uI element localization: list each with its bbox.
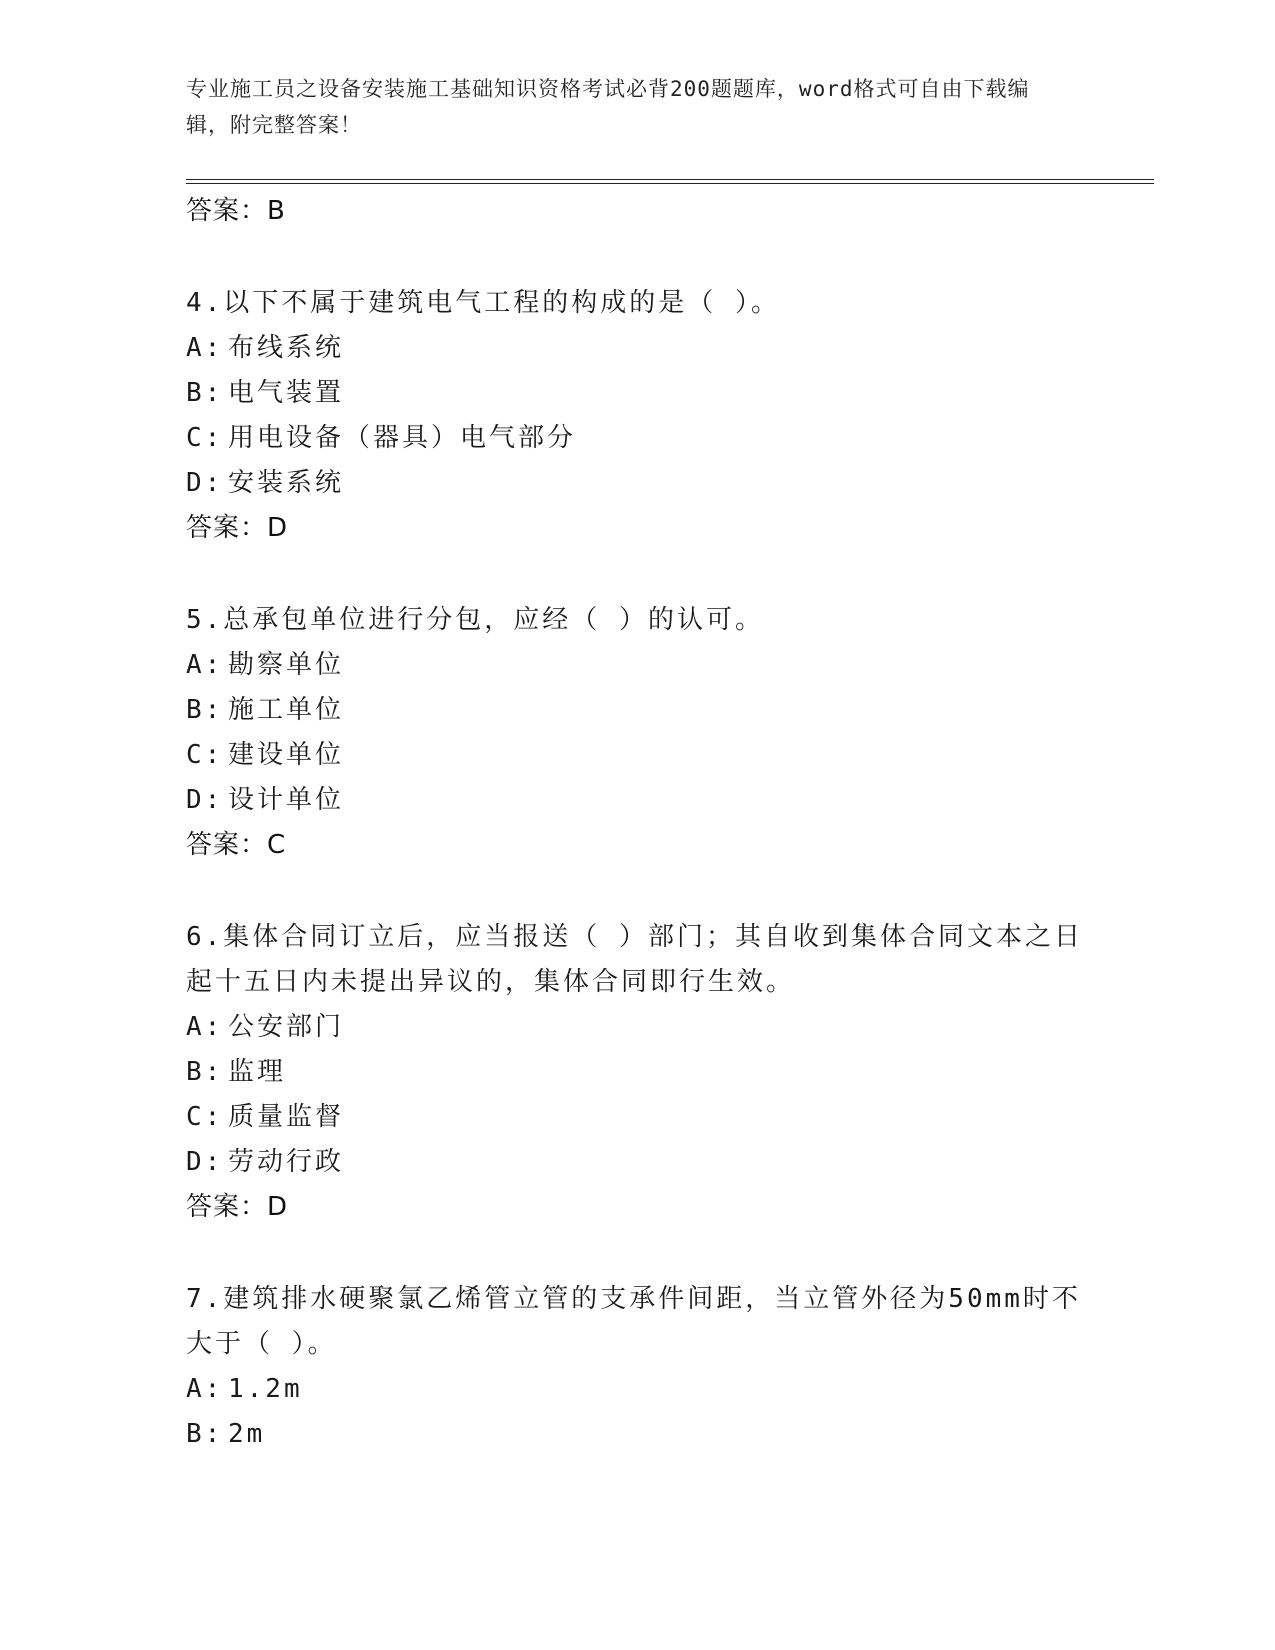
question-block	[186, 1277, 1086, 1457]
option-b	[186, 1412, 1086, 1457]
question-list	[186, 189, 1086, 1457]
option-letter: D:	[186, 468, 224, 498]
option-d	[186, 461, 1086, 506]
option-text: 安装系统	[228, 468, 345, 498]
option-c	[186, 733, 1086, 778]
option-c	[186, 416, 1086, 461]
option-letter: B:	[186, 378, 224, 408]
option-letter: C:	[186, 1102, 224, 1132]
spacer	[186, 1229, 1086, 1277]
option-text: 监理	[228, 1057, 287, 1087]
option-text: 电气装置	[228, 378, 345, 408]
answer-line: 答案：D	[186, 513, 289, 543]
question-block	[186, 915, 1086, 1229]
question-text: 6.集体合同订立后，应当报送（ ）部门；其自收到集体合同文本之日起十五日内未提出异议的，集体合同即行生效。	[186, 922, 1083, 997]
option-text: 用电设备（器具）电气部分	[228, 423, 577, 453]
option-a	[186, 1367, 1086, 1412]
option-letter: A:	[186, 1374, 224, 1404]
spacer	[186, 550, 1086, 598]
option-letter: B:	[186, 695, 224, 725]
answer-line: 答案：B	[186, 196, 286, 226]
option-letter: D:	[186, 785, 224, 815]
option-text: 质量监督	[228, 1102, 345, 1132]
option-text: 布线系统	[228, 333, 345, 363]
answer-line: 答案：D	[186, 1192, 289, 1222]
spacer	[186, 233, 1086, 281]
option-text: 公安部门	[228, 1012, 345, 1042]
option-a	[186, 643, 1086, 688]
option-letter: B:	[186, 1419, 224, 1449]
option-b	[186, 1050, 1086, 1095]
option-letter: C:	[186, 423, 224, 453]
option-text: 施工单位	[228, 695, 345, 725]
answer-line: 答案：C	[186, 830, 287, 860]
option-c	[186, 1095, 1086, 1140]
option-b	[186, 688, 1086, 733]
header-divider-bottom	[186, 183, 1154, 184]
option-d	[186, 778, 1086, 823]
option-a	[186, 326, 1086, 371]
option-a	[186, 1005, 1086, 1050]
option-b	[186, 371, 1086, 416]
header-divider-top	[186, 179, 1154, 180]
question-text: 7.建筑排水硬聚氯乙烯管立管的支承件间距，当立管外径为50mm时不大于（ ）。	[186, 1284, 1081, 1359]
option-text: 设计单位	[228, 785, 345, 815]
option-letter: A:	[186, 1012, 224, 1042]
document-header: 专业施工员之设备安装施工基础知识资格考试必背200题题库，word格式可自由下载编辑，附完整答案！	[186, 77, 1030, 137]
question-text: 4.以下不属于建筑电气工程的构成的是（ ）。	[186, 288, 780, 318]
option-letter: A:	[186, 650, 224, 680]
question-block	[186, 281, 1086, 550]
option-text: 勘察单位	[228, 650, 345, 680]
option-letter: C:	[186, 740, 224, 770]
option-text: 2m	[228, 1419, 266, 1449]
option-text: 1.2m	[228, 1374, 303, 1404]
option-letter: B:	[186, 1057, 224, 1087]
question-text: 5.总承包单位进行分包，应经（ ）的认可。	[186, 605, 764, 635]
option-text: 建设单位	[228, 740, 345, 770]
option-text: 劳动行政	[228, 1147, 345, 1177]
option-letter: D:	[186, 1147, 224, 1177]
question-block	[186, 598, 1086, 867]
option-d	[186, 1140, 1086, 1185]
spacer	[186, 867, 1086, 915]
option-letter: A:	[186, 333, 224, 363]
